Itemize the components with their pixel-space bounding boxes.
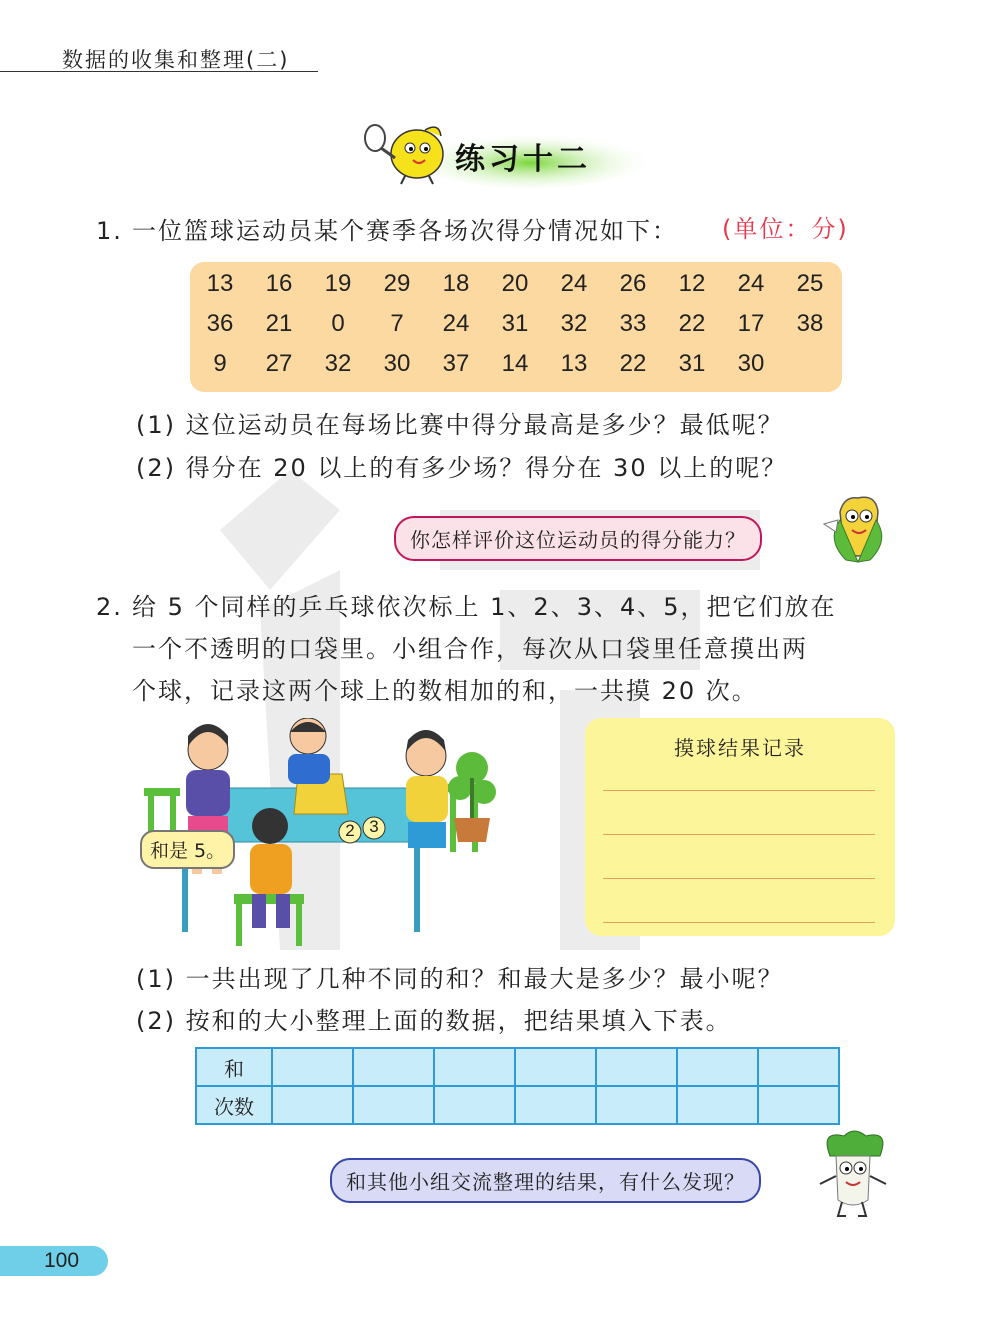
- score-value: 36: [206, 310, 234, 337]
- table-cell[interactable]: [677, 1048, 758, 1086]
- chick-mascot-icon: [365, 125, 443, 184]
- table-cell[interactable]: [434, 1086, 515, 1124]
- corn-mascot-icon: [818, 490, 898, 570]
- record-line: [603, 790, 875, 791]
- q2-number: 2.: [96, 593, 123, 621]
- table-cell[interactable]: [515, 1086, 596, 1124]
- score-value: 18: [442, 270, 470, 297]
- table-cell[interactable]: [677, 1086, 758, 1124]
- score-value: 12: [678, 270, 706, 297]
- table-cell[interactable]: [596, 1048, 677, 1086]
- q2-line3: 个球，记录这两个球上的数相加的和，一共摸 20 次。: [132, 677, 758, 705]
- score-value: 16: [265, 270, 293, 297]
- score-value: 31: [678, 350, 706, 377]
- q1-sub2: (2) 得分在 20 以上的有多少场？得分在 30 以上的呢？: [136, 454, 788, 482]
- score-value: 24: [560, 270, 588, 297]
- speech-bubble: 和是 5。: [140, 830, 235, 869]
- score-value: 38: [796, 310, 824, 337]
- q2-line2: 一个不透明的口袋里。小组合作，每次从口袋里任意摸出两: [132, 635, 808, 663]
- score-value: 13: [206, 270, 234, 297]
- table-cell[interactable]: [515, 1048, 596, 1086]
- score-value: 26: [619, 270, 647, 297]
- table-cell[interactable]: [434, 1048, 515, 1086]
- score-data-box: [190, 262, 842, 392]
- table-cell[interactable]: [353, 1086, 434, 1124]
- record-line: [603, 922, 875, 923]
- q2-hint-bubble: 和其他小组交流整理的结果，有什么发现？: [330, 1158, 761, 1203]
- score-value: 37: [442, 350, 470, 377]
- table-row-count: [196, 1086, 839, 1124]
- score-value: 0: [331, 310, 345, 337]
- score-value: 19: [324, 270, 352, 297]
- table-row-sum: [196, 1048, 839, 1086]
- table-cell[interactable]: [272, 1086, 353, 1124]
- score-value: 27: [265, 350, 293, 377]
- score-value: 30: [383, 350, 411, 377]
- table-cell[interactable]: [272, 1048, 353, 1086]
- score-value: 13: [560, 350, 588, 377]
- q1-hint-bubble: 你怎样评价这位运动员的得分能力？: [394, 516, 762, 561]
- q2-sub1: (1) 一共出现了几种不同的和？和最大是多少？最小呢？: [136, 965, 784, 993]
- score-value: 24: [737, 270, 765, 297]
- table-cell[interactable]: [758, 1086, 839, 1124]
- chapter-header: 数据的收集和整理(二): [62, 48, 290, 72]
- q1-sub1: (1) 这位运动员在每场比赛中得分最高是多少？最低呢？: [136, 411, 784, 439]
- score-value: 7: [390, 310, 404, 337]
- ball-label-1: 2: [345, 821, 355, 840]
- score-value: 32: [560, 310, 588, 337]
- table-cell[interactable]: [596, 1086, 677, 1124]
- q2-sub2: (2) 按和的大小整理上面的数据，把结果填入下表。: [136, 1007, 732, 1035]
- score-value: 22: [619, 350, 647, 377]
- ball-label-2: 3: [369, 817, 379, 836]
- score-value: 22: [678, 310, 706, 337]
- cabbage-mascot-icon: [810, 1126, 896, 1222]
- q2-line1: 给 5 个同样的乒乓球依次标上 1、2、3、4、5，把它们放在: [132, 593, 837, 621]
- result-table: [195, 1047, 840, 1125]
- score-value: 30: [737, 350, 765, 377]
- score-value: 33: [619, 310, 647, 337]
- page-number: 100: [44, 1249, 80, 1272]
- score-value: 29: [383, 270, 411, 297]
- q1-number: 1.: [96, 217, 123, 245]
- record-box-title: 摸球结果记录: [674, 736, 806, 760]
- q1-unit: (单位：分): [722, 215, 849, 243]
- score-value: 25: [796, 270, 824, 297]
- table-header-sum: 和: [196, 1048, 272, 1086]
- table-header-count: 次数: [196, 1086, 272, 1124]
- table-cell[interactable]: [758, 1048, 839, 1086]
- score-value: 20: [501, 270, 529, 297]
- record-line: [603, 878, 875, 879]
- table-cell[interactable]: [353, 1048, 434, 1086]
- score-value: 31: [501, 310, 529, 337]
- score-value: 17: [737, 310, 765, 337]
- score-value: 9: [213, 350, 227, 377]
- score-value: 14: [501, 350, 529, 377]
- record-box: [585, 718, 895, 936]
- score-value: 32: [324, 350, 352, 377]
- exercise-title: 练习十二: [455, 142, 591, 177]
- q1-text: 一位篮球运动员某个赛季各场次得分情况如下：: [132, 217, 678, 245]
- header-rule: [0, 71, 318, 72]
- score-value: 21: [265, 310, 293, 337]
- score-value: 24: [442, 310, 470, 337]
- record-line: [603, 834, 875, 835]
